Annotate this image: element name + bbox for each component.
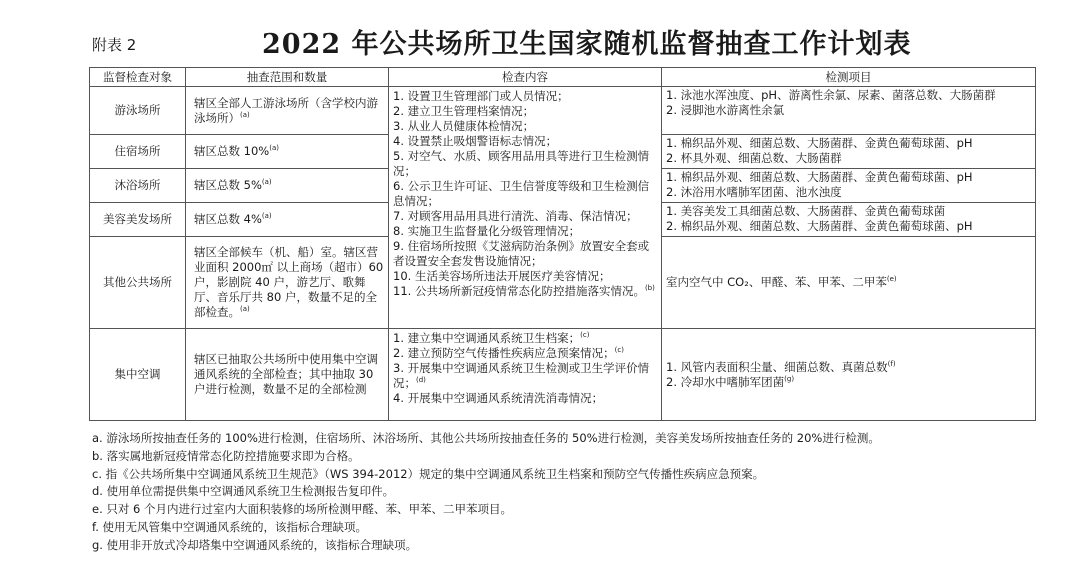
footnote-ref: (c) — [614, 346, 624, 355]
content-item — [393, 331, 657, 346]
column-header: 检测项目 — [662, 68, 1036, 87]
footnote-ref: (a) — [240, 110, 250, 119]
scope-text: 辖区总数 4% — [194, 212, 262, 226]
content-item: 4. 设置禁止吸烟警语标志情况； — [393, 134, 558, 148]
footnotes — [92, 430, 880, 555]
content-item: 1. 设置卫生管理部门或人员情况； — [393, 89, 569, 103]
content-item: 7. 对顾客用品用具进行清洗、消毒、保洁情况； — [393, 209, 638, 223]
page-title: 2022 年公共场所卫生国家随机监督抽查工作计划表 — [262, 29, 912, 60]
footnote-ref: (b) — [644, 284, 655, 293]
content-item: 5. 对空气、水质、顾客用品用具等进行卫生检测情况； — [393, 149, 650, 178]
column-header: 检查内容 — [389, 68, 662, 87]
column-header: 监督检查对象 — [90, 68, 186, 87]
test-item: 2. 杯具外观、细菌总数、大肠菌群 — [666, 151, 842, 165]
content-item — [393, 346, 657, 361]
footnote-ref: (e) — [886, 275, 897, 284]
venue-cell: 美容美发场所 — [90, 203, 186, 237]
content-item: 3. 从业人员健康体检情况； — [393, 119, 535, 133]
scope-text: 辖区总数 5% — [194, 178, 262, 192]
test-item: 1. 泳池水浑浊度、pH、游离性余氯、尿素、菌落总数、大肠菌群 — [666, 88, 996, 102]
footnote-ref: (d) — [416, 376, 426, 385]
tests-cell — [662, 329, 1036, 421]
content-item-text: 11. 公共场所新冠疫情常态化防控措施落实情况。 — [393, 284, 645, 298]
footnote: d. 使用单位需提供集中空调通风系统卫生检测报告复印件。 — [92, 484, 395, 499]
scope-cell — [186, 135, 389, 169]
footnote: a. 游泳场所按抽查任务的 100%进行检测，住宿场所、沐浴场所、其他公共场所按抽查任务的 50%进行检测，美容美发场所按抽查任务的 20%进行检测。 — [92, 431, 880, 445]
general-content-cell — [389, 87, 662, 329]
footnote-ref: (a) — [240, 305, 250, 314]
footnote: b. 落实属地新冠疫情常态化防控措施要求即为合格。 — [92, 448, 360, 463]
tests-cell — [662, 203, 1036, 237]
scope-text: 辖区总数 10% — [194, 144, 270, 158]
table-row — [90, 329, 1036, 421]
footnote: e. 只对 6 个月内进行过室内大面积装修的场所检测甲醛、苯、甲苯、二甲苯项目。 — [92, 502, 513, 517]
test-item: 1. 棉织品外观、细菌总数、大肠菌群、金黄色葡萄球菌、pH — [666, 170, 973, 184]
content-item: 10. 生活美容场所违法开展医疗美容情况； — [393, 269, 611, 283]
test-item: 2. 沐浴用水嗜肺军团菌、池水浊度 — [666, 185, 842, 199]
test-item: 1. 美容美发工具细菌总数、大肠菌群、金黄色葡萄球菌 — [666, 204, 946, 218]
test-item: 2. 棉织品外观、细菌总数、大肠菌群、金黄色葡萄球菌、pH — [666, 219, 973, 233]
scope-text: 辖区全部候车（机、船）室。辖区营业面积 2000㎡ 以上商场（超市）60 户，影剧院 40 户，游艺厅、歌舞厅、音乐厅共 80 户，数量不足的全部检查。 — [194, 245, 384, 319]
appendix-label: 附表 2 — [92, 36, 137, 54]
test-item: 室内空气中 CO₂、甲醛、苯、甲苯、二甲苯 — [666, 275, 887, 289]
content-item — [393, 284, 657, 299]
tests-cell — [662, 135, 1036, 169]
footnote-ref: (g) — [784, 374, 795, 383]
content-item — [393, 361, 657, 391]
content-item: 4. 开展集中空调通风系统清洗消毒情况； — [393, 391, 604, 405]
tests-cell — [662, 169, 1036, 203]
content-item: 9. 住宿场所按照《艾滋病防治条例》放置安全套或者设置安全套发售设施情况； — [393, 239, 650, 268]
scope-text: 辖区全部人工游泳场所（含学校内游泳场所） — [194, 95, 378, 125]
test-item: 1. 棉织品外观、细菌总数、大肠菌群、金黄色葡萄球菌、pH — [666, 136, 973, 150]
footnote-ref: (f) — [887, 359, 896, 368]
tests-cell — [662, 237, 1036, 329]
footnote-ref: (a) — [269, 144, 279, 153]
test-item-text: 1. 风管内表面积尘量、细菌总数、真菌总数 — [666, 359, 888, 374]
scope-cell — [186, 237, 389, 329]
column-header: 抽查范围和数量 — [186, 68, 389, 87]
footnote-ref: (c) — [580, 331, 590, 340]
test-item — [666, 375, 1031, 390]
venue-cell: 其他公共场所 — [90, 237, 186, 329]
scope-cell — [186, 169, 389, 203]
test-item: 2. 浸脚池水游离性余氯 — [666, 103, 785, 117]
content-item-text: 2. 建立预防空气传播性疾病应急预案情况； — [393, 346, 615, 360]
scope-cell — [186, 203, 389, 237]
content-item-text: 1. 建立集中空调通风系统卫生档案； — [393, 331, 581, 345]
footnote-ref: (a) — [261, 212, 272, 221]
footnote-ref: (a) — [261, 178, 272, 187]
scope-cell — [186, 87, 389, 135]
content-item-text: 3. 开展集中空调通风系统卫生检测或卫生学评价情况； — [393, 361, 650, 390]
content-item: 6. 公示卫生许可证、卫生信誉度等级和卫生检测信息情况； — [393, 179, 650, 208]
footnote: g. 使用非开放式冷却塔集中空调通风系统的，该指标合理缺项。 — [92, 537, 418, 552]
venue-cell: 住宿场所 — [90, 135, 186, 169]
venue-cell: 沐浴场所 — [90, 169, 186, 203]
footnote: f. 使用无风管集中空调通风系统的，该指标合理缺项。 — [92, 519, 368, 534]
inspection-plan-table — [89, 67, 1036, 421]
test-item-text: 2. 冷却水中嗜肺军团菌 — [666, 374, 785, 389]
table-row — [90, 87, 1036, 135]
footnote: c. 指《公共场所集中空调通风系统卫生规范》（WS 394-2012）规定的集中空调通风系统卫生档案和预防空气传播性疾病应急预案。 — [92, 466, 765, 481]
content-item: 8. 实施卫生监督量化分级管理情况； — [393, 224, 581, 238]
tests-cell — [662, 87, 1036, 135]
ac-content-cell — [389, 329, 662, 421]
venue-cell: 集中空调 — [90, 329, 186, 421]
content-item: 2. 建立卫生管理档案情况； — [393, 104, 535, 118]
table-header-row — [90, 68, 1036, 87]
test-item — [666, 360, 1031, 375]
scope-cell: 辖区已抽取公共场所中使用集中空调通风系统的全部检查；其中抽取 30 户进行检测，数量不足的全部检测 — [186, 329, 389, 421]
venue-cell: 游泳场所 — [90, 87, 186, 135]
